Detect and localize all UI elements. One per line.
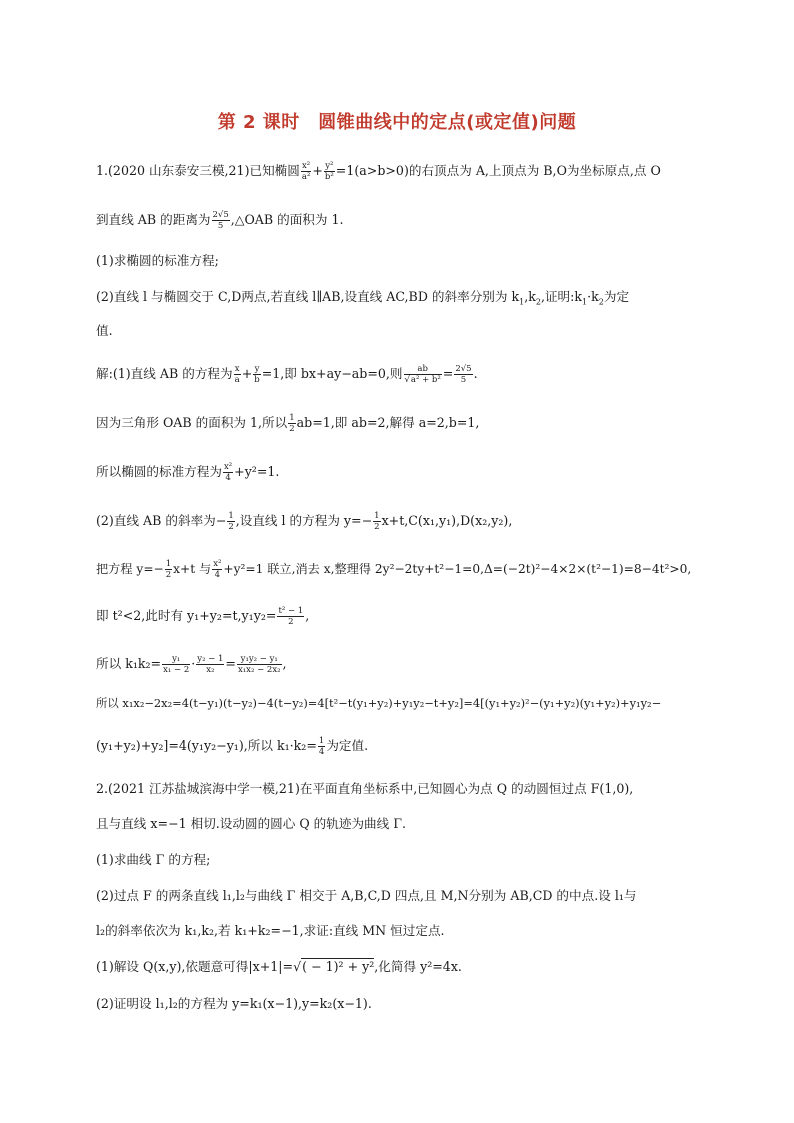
problem-2-statement-2: 且与直线 x=−1 相切.设动圆的圆心 Q 的轨迹为曲线 Γ. xyxy=(96,816,406,831)
fraction-y-b: $\frac{y}{b}$ xyxy=(254,364,260,385)
fraction-k1: $\frac{\text{y₁}}{\text{x₁ − 2}}$ xyxy=(163,654,190,675)
page-title: 第 2 课时 圆锥曲线中的定点(或定值)问题 xyxy=(217,112,577,133)
fraction-quarter: $\frac{1}{4}$ xyxy=(318,736,325,757)
fraction-x2-a2: $\frac{\text{x²}}{\text{a²}}$ xyxy=(301,161,311,182)
solution-2-step-3: 即 t²<2,此时有 y₁+y₂=t,y₁y₂= $\frac{\text{t² − 1}}{2}$ , xyxy=(96,606,310,627)
fraction-distance-value: $\frac{2√5}{5}$ xyxy=(455,364,472,385)
problem-1-question-1: (1)求椭圆的标准方程; xyxy=(96,253,219,268)
fraction-half-slope: $\frac{1}{2}$ xyxy=(228,511,234,532)
problem-2-question-2: (2)过点 F 的两条直线 l₁,l₂与曲线 Γ 相交于 A,B,C,D 四点,且 M,N分别为 AB,CD 的中点.设 l₁与 xyxy=(96,888,637,903)
fraction-distance: $\frac{2√5}{5}$ xyxy=(212,210,229,231)
solution-2-step-6: (y₁+y₂)+y₂]=4(y₁y₂−y₁),所以 k₁·k₂= $\frac{1}{4}$ 为定值. xyxy=(96,736,369,757)
solution-1-step-3: 所以椭圆的标准方程为 $\frac{\text{x²}}{4}$ +y²=1. xyxy=(96,462,280,483)
fraction-x2-4-sub: $\frac{\text{x²}}{4}$ xyxy=(213,559,222,580)
fraction-half-line: $\frac{1}{2}$ xyxy=(374,511,380,532)
fraction-half-sub: $\frac{1}{2}$ xyxy=(165,559,172,580)
fraction-k2: $\frac{\text{y₂ − 1}}{\text{x₂}}$ xyxy=(197,654,224,675)
problem-1-source: 1.(2020 山东泰安三模,21)已知椭圆 xyxy=(96,163,300,178)
solution-p2-step-1: (1)解设 Q(x,y),依题意可得|x+1|=√( − 1)² + y²,化简得 y²=4x. xyxy=(96,959,462,974)
problem-1-question-2: (2)直线 l 与椭圆交于 C,D两点,若直线 l∥AB,设直线 AC,BD 的斜率分别为 $k_1,k_2$,证明$:k_1\cdot k_2$为定 xyxy=(96,289,630,307)
solution-p2-step-2: (2)证明设 l₁,l₂的方程为 y=k₁(x−1),y=k₂(x−1). xyxy=(96,996,372,1011)
problem-1-question-2-end: 值. xyxy=(96,323,113,338)
fraction-x2-4: $\frac{\text{x²}}{4}$ xyxy=(223,462,233,483)
solution-2-step-4: 所以 k₁k₂= $\frac{\text{y₁}}{\text{x₁ − 2}}$ · $\frac{\text{y₂ − 1}}{\text{x₂}}$ = $\frac{\text{y₁y₂ − y₁}}{\text{x₁x₂ − 2x₂}}$ , xyxy=(96,654,287,675)
problem-1-line-2: 到直线 AB 的距离为 $\frac{2√5}{5}$ ,△OAB 的面积为 1. xyxy=(96,210,344,231)
solution-1-step-2: 因为三角形 OAB 的面积为 1,所以 $\frac{1}{2}$ ab=1,即 ab=2,解得 a=2,b=1, xyxy=(96,413,480,434)
solution-2-step-1: (2)直线 AB 的斜率为− $\frac{1}{2}$ ,设直线 l 的方程为 y=− $\frac{1}{2}$ x+t,C(x₁,y₁),D(x₂,y₂), xyxy=(96,511,513,532)
problem-2-statement: 2.(2021 江苏盐城滨海中学一模,21)在平面直角坐标系中,已知圆心为点 Q 的动圆恒过点 F(1,0), xyxy=(96,781,634,796)
solution-1-step-1: 解:(1)直线 AB 的方程为 $\frac{x}{a}$ + $\frac{y}{b}$ =1,即 bx+ay−ab=0,则 $\frac{ab}{\text{√a² + b²}}$ = $\frac{2√5}{5}$ . xyxy=(96,364,478,385)
solution-2-step-2: 把方程 y=− $\frac{1}{2}$ x+t 与 $\frac{\text{x²}}{4}$ +y²=1 联立,消去 x,整理得 2y²−2ty+t²−1=0,Δ=(−2t)²−4×2×(t²−1)=8−4t²>0, xyxy=(96,559,692,580)
problem-2-question-2-end: l₂的斜率依次为 k₁,k₂,若 k₁+k₂=−1,求证:直线 MN 恒过定点. xyxy=(96,923,445,938)
fraction-half: $\frac{1}{2}$ xyxy=(289,413,295,434)
problem-1-statement: 1.(2020 山东泰安三模,21)已知椭圆 $\frac{\text{x²}}{\text{a²}}$ + $\frac{\text{y²}}{\text{b²}}$ =1(a>b>0)的右顶点为 A,上顶点为 B,O为坐标原点,点 O xyxy=(96,161,661,182)
problem-2-question-1: (1)求曲线 Γ 的方程; xyxy=(96,852,211,867)
fraction-k1k2: $\frac{\text{y₁y₂ − y₁}}{\text{x₁x₂ − 2x₂}}$ xyxy=(237,654,281,675)
fraction-x-a: $\frac{x}{a}$ xyxy=(234,364,240,385)
solution-2-step-5: 所以 x₁x₂−2x₂=4(t−y₁)(t−y₂)−4(t−y₂)=4[t²−t(y₁+y₂)+y₁y₂−t+y₂]=4[(y₁+y₂)²−(y₁+y₂)(y₁+y₂)+y₁y₂− xyxy=(96,696,662,710)
problem-1-condition: =1(a>b>0)的右顶点为 A,上顶点为 B,O为坐标原点,点 O xyxy=(335,163,661,178)
fraction-t2: $\frac{\text{t² − 1}}{2}$ xyxy=(278,606,304,627)
fraction-y2-b2: $\frac{\text{y²}}{\text{b²}}$ xyxy=(324,161,334,182)
fraction-ab-sqrt: $\frac{ab}{\text{√a² + b²}}$ xyxy=(404,364,441,385)
